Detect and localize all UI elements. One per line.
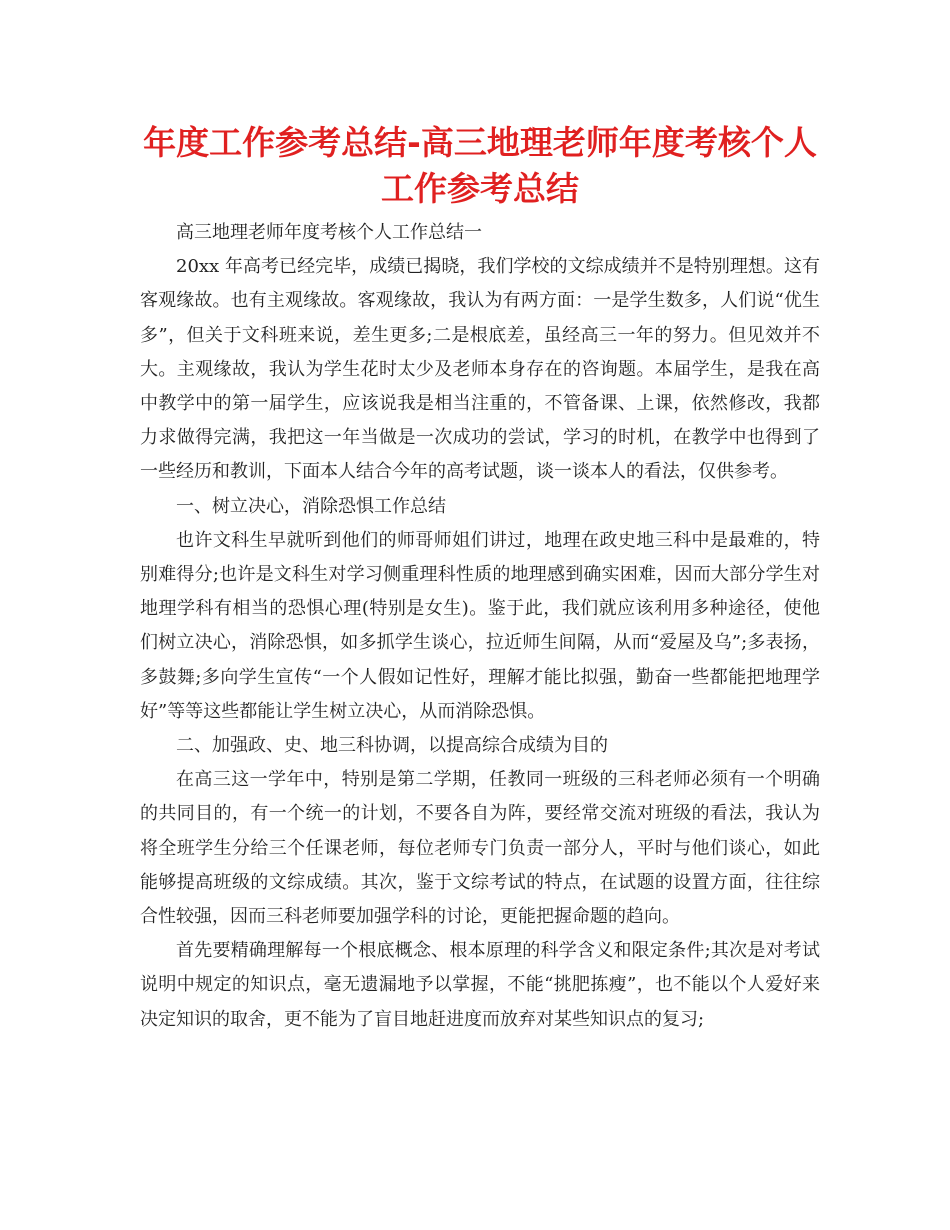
paragraph-intro: 20xx 年高考已经完毕，成绩已揭晓，我们学校的文综成绩并不是特别理想。这有客观缘故。也有主观缘故。客观缘故，我认为有两方面：一是学生数多，人们说“优生多”，但关于文科班来说，差生更多;二是根底差，虽经高三一年的努力。但见效并不大。主观缘故，我认为学生花时太少及老师本身存在的咨询题。本届学生，是我在高中教学中的第一届学生，应该说我是相当注重的，不管备课、上课，依然修改，我都力求做得完满，我把这一年当做是一次成功的尝试，学习的时机，在教学中也得到了一些经历和教训，下面本人结合今年的高考试题，谈一谈本人的看法，仅供参考。	[140, 256, 820, 483]
paragraph-subtitle: 高三地理老师年度考核个人工作总结一	[176, 222, 482, 243]
section-heading-1: 一、树立决心，消除恐惧工作总结	[176, 495, 446, 517]
paragraph-section-2-continued: 首先要精确理解每一个根底概念、根本原理的科学含义和限定条件;其次是对考试说明中规定的知识点，毫无遗漏地予以掌握，不能“挑肥拣瘦”，也不能以个人爱好来决定知识的取舍，更不能为了盲目地赶进度而放弃对某些知识点的复习;	[140, 940, 820, 1030]
paragraph-section-2: 在高三这一学年中，特别是第二学期，任教同一班级的三科老师必须有一个明确的共同目的，有一个统一的计划，不要各自为阵，要经常交流对班级的看法，我认为将全班学生分给三个任课老师，每位老师专门负责一部分人，平时与他们谈心，如此能够提高班级的文综成绩。其次，鉴于文综考试的特点，在试题的设置方面，往往综合性较强，因而三科老师要加强学科的讨论，更能把握命题的趋向。	[140, 769, 820, 928]
paragraph-section-1: 也许文科生早就听到他们的师哥师姐们讲过，地理在政史地三科中是最难的，特别难得分;也许是文科生对学习侧重理科性质的地理感到确实困难，因而大部分学生对地理学科有相当的恐惧心理(特别是女生)。鉴于此，我们就应该利用多种途径，使他们树立决心，消除恐惧，如多抓学生谈心，拉近师生间隔，从而“爱屋及乌”;多表扬，多鼓舞;多向学生宣传“一个人假如记性好，理解才能比拟强，勤奋一些都能把地理学好”等等这些都能让学生树立决心，从而消除恐惧。	[140, 529, 820, 722]
document-title: 年度工作参考总结-高三地理老师年度考核个人工作参考总结	[143, 123, 817, 208]
document-body	[140, 216, 820, 1037]
section-heading-2: 二、加强政、史、地三科协调，以提高综合成绩为目的	[176, 735, 608, 757]
